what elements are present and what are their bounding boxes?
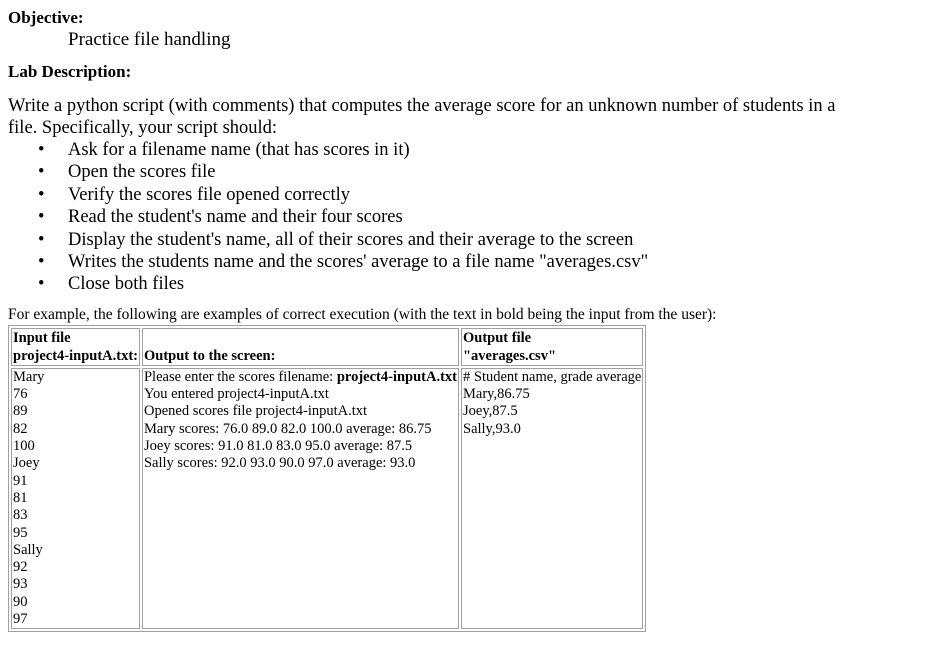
input-line: 89 bbox=[13, 403, 28, 420]
task-item bbox=[8, 273, 931, 295]
task-text: Close both files bbox=[68, 274, 185, 295]
input-line: 91 bbox=[13, 472, 28, 489]
input-line: 95 bbox=[13, 524, 28, 541]
output-file-header-line1: Output file bbox=[463, 330, 532, 347]
task-item bbox=[8, 139, 931, 161]
input-line: Joey bbox=[13, 455, 40, 472]
input-line: 97 bbox=[13, 611, 28, 627]
output-file-line: Sally,93.0 bbox=[463, 420, 521, 437]
prompt-text: Please enter the scores filename: bbox=[143, 368, 337, 385]
screen-output-header-text: Output to the screen: bbox=[143, 347, 276, 364]
screen-line: You entered project4-inputA.txt bbox=[143, 386, 329, 403]
input-line: 81 bbox=[13, 489, 28, 506]
input-file-header bbox=[11, 328, 140, 366]
output-file-line: Mary,86.75 bbox=[463, 386, 530, 403]
output-file-header bbox=[461, 328, 643, 366]
bullet-icon: • bbox=[38, 162, 45, 183]
screen-line: Joey scores: 91.0 81.0 83.0 95.0 average: 87.5 bbox=[143, 438, 413, 455]
task-text: Display the student's name, all of their scores and their average to the screen bbox=[68, 229, 634, 250]
screen-line: Mary scores: 76.0 89.0 82.0 100.0 average: 86.75 bbox=[143, 420, 432, 437]
task-text: Verify the scores file opened correctly bbox=[68, 184, 350, 205]
input-line: 92 bbox=[13, 559, 28, 576]
input-line: Sally bbox=[13, 541, 43, 558]
example-table bbox=[8, 325, 646, 632]
objective-heading: Objective: bbox=[8, 8, 84, 27]
bullet-icon: • bbox=[38, 207, 45, 228]
task-item bbox=[8, 229, 931, 251]
task-text: Ask for a filename name (that has scores in it) bbox=[68, 140, 410, 160]
output-file-cell bbox=[461, 368, 643, 629]
input-line: 90 bbox=[13, 593, 28, 610]
input-file-header-line1: Input file bbox=[13, 330, 71, 347]
bullet-icon: • bbox=[38, 184, 45, 205]
bullet-icon: • bbox=[38, 229, 45, 250]
task-text: Writes the students name and the scores' average to a file name "averages.csv" bbox=[68, 252, 649, 273]
task-text: Read the student's name and their four scores bbox=[68, 207, 403, 228]
lab-description-heading: Lab Description: bbox=[8, 62, 132, 81]
input-file-cell bbox=[11, 368, 140, 629]
prompt-line bbox=[144, 369, 457, 386]
bullet-icon: • bbox=[38, 140, 45, 160]
task-item bbox=[8, 184, 931, 206]
input-line: 100 bbox=[13, 438, 35, 455]
task-text: Open the scores file bbox=[68, 162, 216, 183]
example-table-body-row bbox=[11, 368, 643, 629]
input-line: 76 bbox=[13, 386, 28, 403]
screen-output-cell bbox=[142, 368, 459, 629]
task-item bbox=[8, 251, 931, 273]
output-file-header-line2: "averages.csv" bbox=[463, 347, 557, 364]
example-intro: For example, the following are examples of correct execution (with the text in bold being the input from the user): bbox=[8, 305, 717, 323]
input-line: Mary bbox=[13, 368, 45, 385]
screen-output-header bbox=[142, 328, 459, 366]
user-input-text: project4-inputA.txt bbox=[336, 368, 457, 385]
input-line: 93 bbox=[13, 576, 28, 593]
bullet-icon: • bbox=[38, 252, 45, 273]
input-file-header-line2: project4-inputA.txt: bbox=[13, 347, 138, 364]
task-item bbox=[8, 206, 931, 228]
input-line: 82 bbox=[13, 420, 28, 437]
output-file-line: # Student name, grade average bbox=[463, 368, 642, 385]
bullet-icon: • bbox=[38, 274, 45, 295]
screen-line: Opened scores file project4-inputA.txt bbox=[143, 403, 368, 420]
task-list bbox=[8, 139, 931, 296]
example-table-header-row bbox=[11, 328, 643, 366]
lab-description-text: Write a python script (with comments) that computes the average score for an unknown number of students in a file. Specifically, your script should: bbox=[8, 96, 836, 138]
task-item bbox=[8, 161, 931, 183]
screen-line: Sally scores: 92.0 93.0 90.0 97.0 average: 93.0 bbox=[143, 455, 416, 472]
output-file-line: Joey,87.5 bbox=[463, 403, 518, 420]
input-line: 83 bbox=[13, 507, 28, 524]
objective-text: Practice file handling bbox=[68, 29, 231, 50]
